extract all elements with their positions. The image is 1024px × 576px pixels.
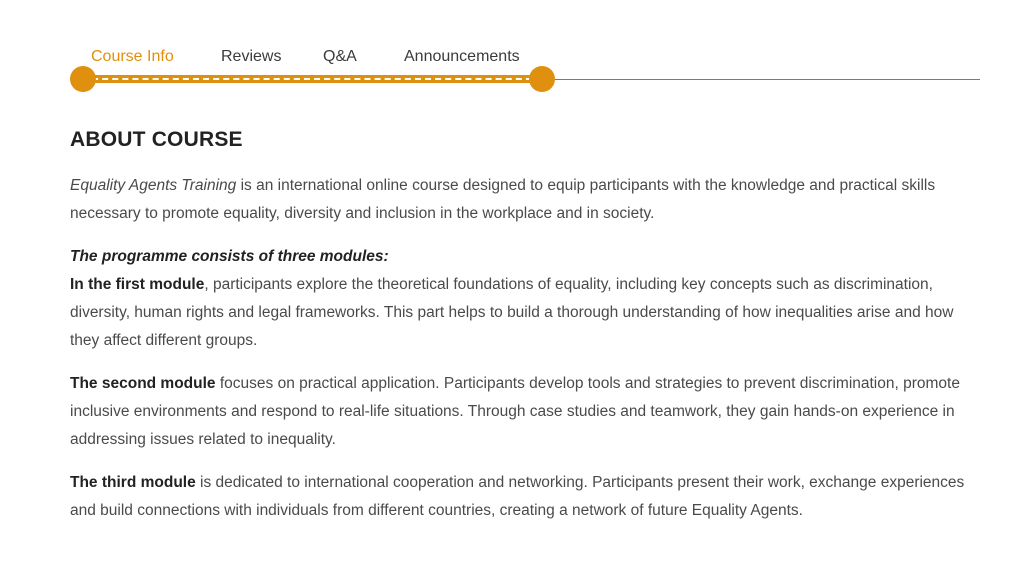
- indicator-end-dot: [529, 66, 555, 92]
- tab-qa[interactable]: Q&A: [323, 48, 357, 65]
- indicator-dashes: [82, 78, 542, 80]
- module-2-paragraph: [70, 370, 980, 454]
- indicator-start-dot: [70, 66, 96, 92]
- module-3-text: is dedicated to international cooperation and networking. Participants present their work, exchange experiences and build connections with individuals from different countries, creating a network of future Equality Agents.: [70, 474, 965, 519]
- course-info-panel: [70, 128, 980, 540]
- programme-lead: The programme consists of three modules:: [70, 248, 389, 265]
- course-title: Equality Agents Training: [70, 177, 237, 194]
- active-tab-indicator: [82, 75, 542, 83]
- module-2-text: focuses on practical application. Participants develop tools and strategies to prevent discrimination, promote inclusive environments and respond to real-life situations. Through case studies and teamwork, they gain hands-on experience in addressing issues related to inequality.: [70, 375, 960, 448]
- module-1-paragraph: [70, 243, 980, 355]
- course-intro: [70, 172, 980, 228]
- about-course-heading: ABOUT COURSE: [70, 128, 243, 151]
- tab-reviews[interactable]: Reviews: [221, 48, 282, 65]
- module-3-title: The third module: [70, 474, 196, 491]
- module-2-title: The second module: [70, 375, 216, 392]
- tab-announcements[interactable]: Announcements: [404, 48, 520, 65]
- course-tabs: [70, 44, 980, 94]
- course-intro-text: is an international online course designed to equip participants with the knowledge and practical skills necessary to promote equality, diversity and inclusion in the workplace and in society.: [70, 177, 936, 222]
- module-1-title: In the first module: [70, 276, 205, 293]
- module-1-text: , participants explore the theoretical foundations of equality, including key concepts such as discrimination, diversity, human rights and legal frameworks. This part helps to build a thorough understanding of how inequalities arise and how they affect different groups.: [70, 276, 954, 349]
- module-3-paragraph: [70, 469, 980, 525]
- tab-course-info[interactable]: Course Info: [91, 48, 174, 65]
